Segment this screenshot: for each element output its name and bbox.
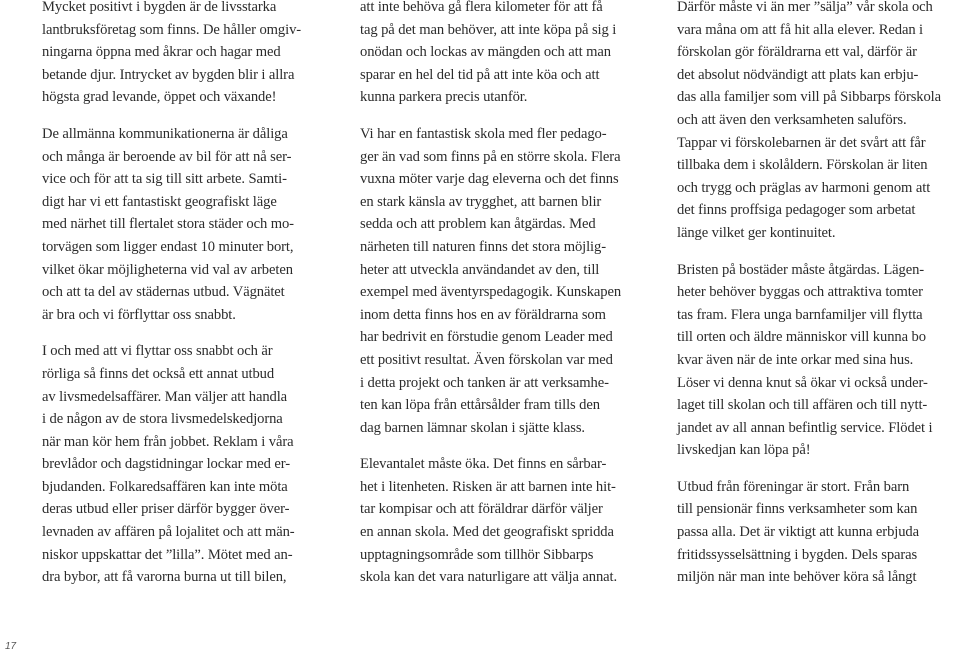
text-line: vuxna möter varje dag eleverna och det finns [360,171,619,188]
text-line: sedda och att problem kan åtgärdas. Med [360,216,596,233]
text-line: Löser vi denna knut så ökar vi också under- [677,374,928,391]
paragraph-gap [677,462,959,476]
text-line: rörliga så finns det också ett annat utbud [42,365,275,382]
text-line: Bristen på bostäder måste åtgärdas. Lägen- [677,261,925,278]
paragraph-gap [42,109,342,123]
text-line: i detta projekt och tanken är att verksamhe- [360,374,609,391]
text-line: tas fram. Flera unga barnfamiljer vill flytta [677,306,923,323]
text-line: tar kompisar och att föräldrar därför väljer [360,501,603,518]
text-line: en annan skola. Med det geografiskt spridda [360,524,614,541]
text-line: av livsmedelsaffärer. Man väljer att handla [42,388,288,405]
text-line: I och med att vi flyttar oss snabbt och är [42,343,273,360]
text-line: Vi har en fantastisk skola med fler pedago- [360,125,607,142]
text-line: närheten till naturen finns det stora möjlig- [360,238,606,255]
text-line: vice och för att ta sig till sitt arbete. Samti- [42,171,287,188]
text-line: heter att utveckla användandet av den, till [360,261,600,278]
text-line: vara måna om att få hit alla elever. Redan i [677,21,924,38]
paragraph-gap [42,326,342,340]
text-line: skola kan det vara naturligare att välja annat. [360,569,618,586]
text-line: bjudanden. Folkaredsaffären kan inte möta [42,478,288,495]
text-line: digt har vi ett fantastiskt geografiskt läge [42,193,277,210]
text-line: niskor uppskattar det ”lilla”. Mötet med an- [42,546,293,563]
text-line: att inte behöva gå flera kilometer för att få [360,0,603,15]
text-line: Mycket positivt i bygden är de livsstarka [42,0,277,15]
text-line: tag på det man behöver, att inte köpa på sig i [360,21,617,38]
text-line: onödan och lockas av mängden och att man [360,44,611,61]
text-line: Därför måste vi än mer ”sälja” vår skola och [677,0,933,15]
text-line: i de någon av de stora livsmedelskedjorna [42,411,283,428]
text-line: torvägen som ligger endast 10 minuter bort, [42,238,294,255]
text-line: tillbaka dem i skolåldern. Förskolan är liten [677,157,928,174]
text-line: vilket ökar möjligheterna vid val av arbeten [42,261,293,278]
text-line: det absolut nödvändigt att plats kan erbju- [677,66,919,83]
text-line: är bra och vi förflyttar oss snabbt. [42,306,236,323]
text-line: förskolan gör föräldrarna ett val, därför är [677,44,917,61]
text-line: länge vilket ger kontinuitet. [677,224,836,241]
text-line: upptagningsområde som tillhör Sibbarps [360,546,594,563]
paragraph-gap [360,109,660,123]
page-number: 17 [5,641,17,652]
text-line: Tappar vi förskolebarnen är det svårt att får [677,134,926,151]
text-line: inom detta finns hos en av föräldrarna som [360,306,606,323]
text-line: deras utbud eller priser därför bygger över- [42,501,290,518]
text-line: när man kör hem från jobbet. Reklam i våra [42,433,294,450]
text-line: och många är beroende av bil för att nå ser- [42,148,292,165]
text-line: ningarna öppna med åkrar och hagar med [42,44,281,61]
text-line: kvar även när de inte orkar med sina hus. [677,351,914,368]
paragraph-gap [677,245,959,259]
text-line: De allmänna kommunikationerna är dåliga [42,125,288,142]
text-line: fritidssysselsättning i bygden. Dels sparas [677,546,918,563]
text-column-2 [360,0,660,589]
text-line: livskedjan kan löpa på! [677,442,811,459]
text-line: jandet av all annan befintlig service. Flödet i [677,419,933,436]
text-line: brevlådor och dagstidningar lockar med er- [42,456,290,473]
text-line: laget till skolan och till affären och till nytt- [677,397,928,414]
text-line: heter behöver byggas och attraktiva tomter [677,284,923,301]
text-line: passa alla. Det är viktigt att kunna erbjuda [677,524,919,541]
text-line: till pensionär finns verksamheter som kan [677,501,918,518]
text-line: Elevantalet måste öka. Det finns en sårbar- [360,456,607,473]
text-line: kunna parkera precis utanför. [360,89,528,106]
text-line: har bedrivit en förstudie genom Leader med [360,329,613,346]
text-column-1 [42,0,342,589]
text-line: och trygg och präglas av harmoni genom att [677,179,931,196]
text-line: ett positivt resultat. Även förskolan var med [360,351,613,368]
text-line: sparar en hel del tid på att inte köa och att [360,66,600,83]
text-line: till orten och äldre människor vill kunna bo [677,329,926,346]
text-line: ten kan löpa från ettårsålder fram tills den [360,397,600,414]
text-line: betande djur. Intrycket av bygden blir i allra [42,66,295,83]
text-line: miljön när man inte behöver köra så långt [677,569,917,586]
text-line: Utbud från föreningar är stort. Från barn [677,478,910,495]
text-line: med närhet till flertalet stora städer och mo- [42,216,294,233]
text-line: levnaden av affären på lojalitet och att män- [42,524,295,541]
text-line: ger än vad som finns på en större skola. Flera [360,148,621,165]
text-line: och att ta del av städernas utbud. Vägnätet [42,284,285,301]
text-line: exempel med äventyrspedagogik. Kunskapen [360,284,622,301]
text-line: dag barnen lämnar skolan i sjätte klass. [360,419,585,436]
text-line: lantbruksföretag som finns. De håller omgiv- [42,21,302,38]
text-line: det finns proffsiga pedagoger som arbetat [677,202,916,219]
text-line: het i litenheten. Risken är att barnen inte hit- [360,478,616,495]
text-column-3 [677,0,959,589]
text-line: dra bybor, att få varorna burna ut till bilen, [42,569,287,586]
paragraph-gap [360,439,660,453]
text-line: högsta grad levande, öppet och växande! [42,89,277,106]
text-line: en stark känsla av trygghet, att barnen blir [360,193,602,210]
text-line: och att även den verksamheten saluförs. [677,111,907,128]
text-line: das alla familjer som vill på Sibbarps förskola [677,89,942,106]
